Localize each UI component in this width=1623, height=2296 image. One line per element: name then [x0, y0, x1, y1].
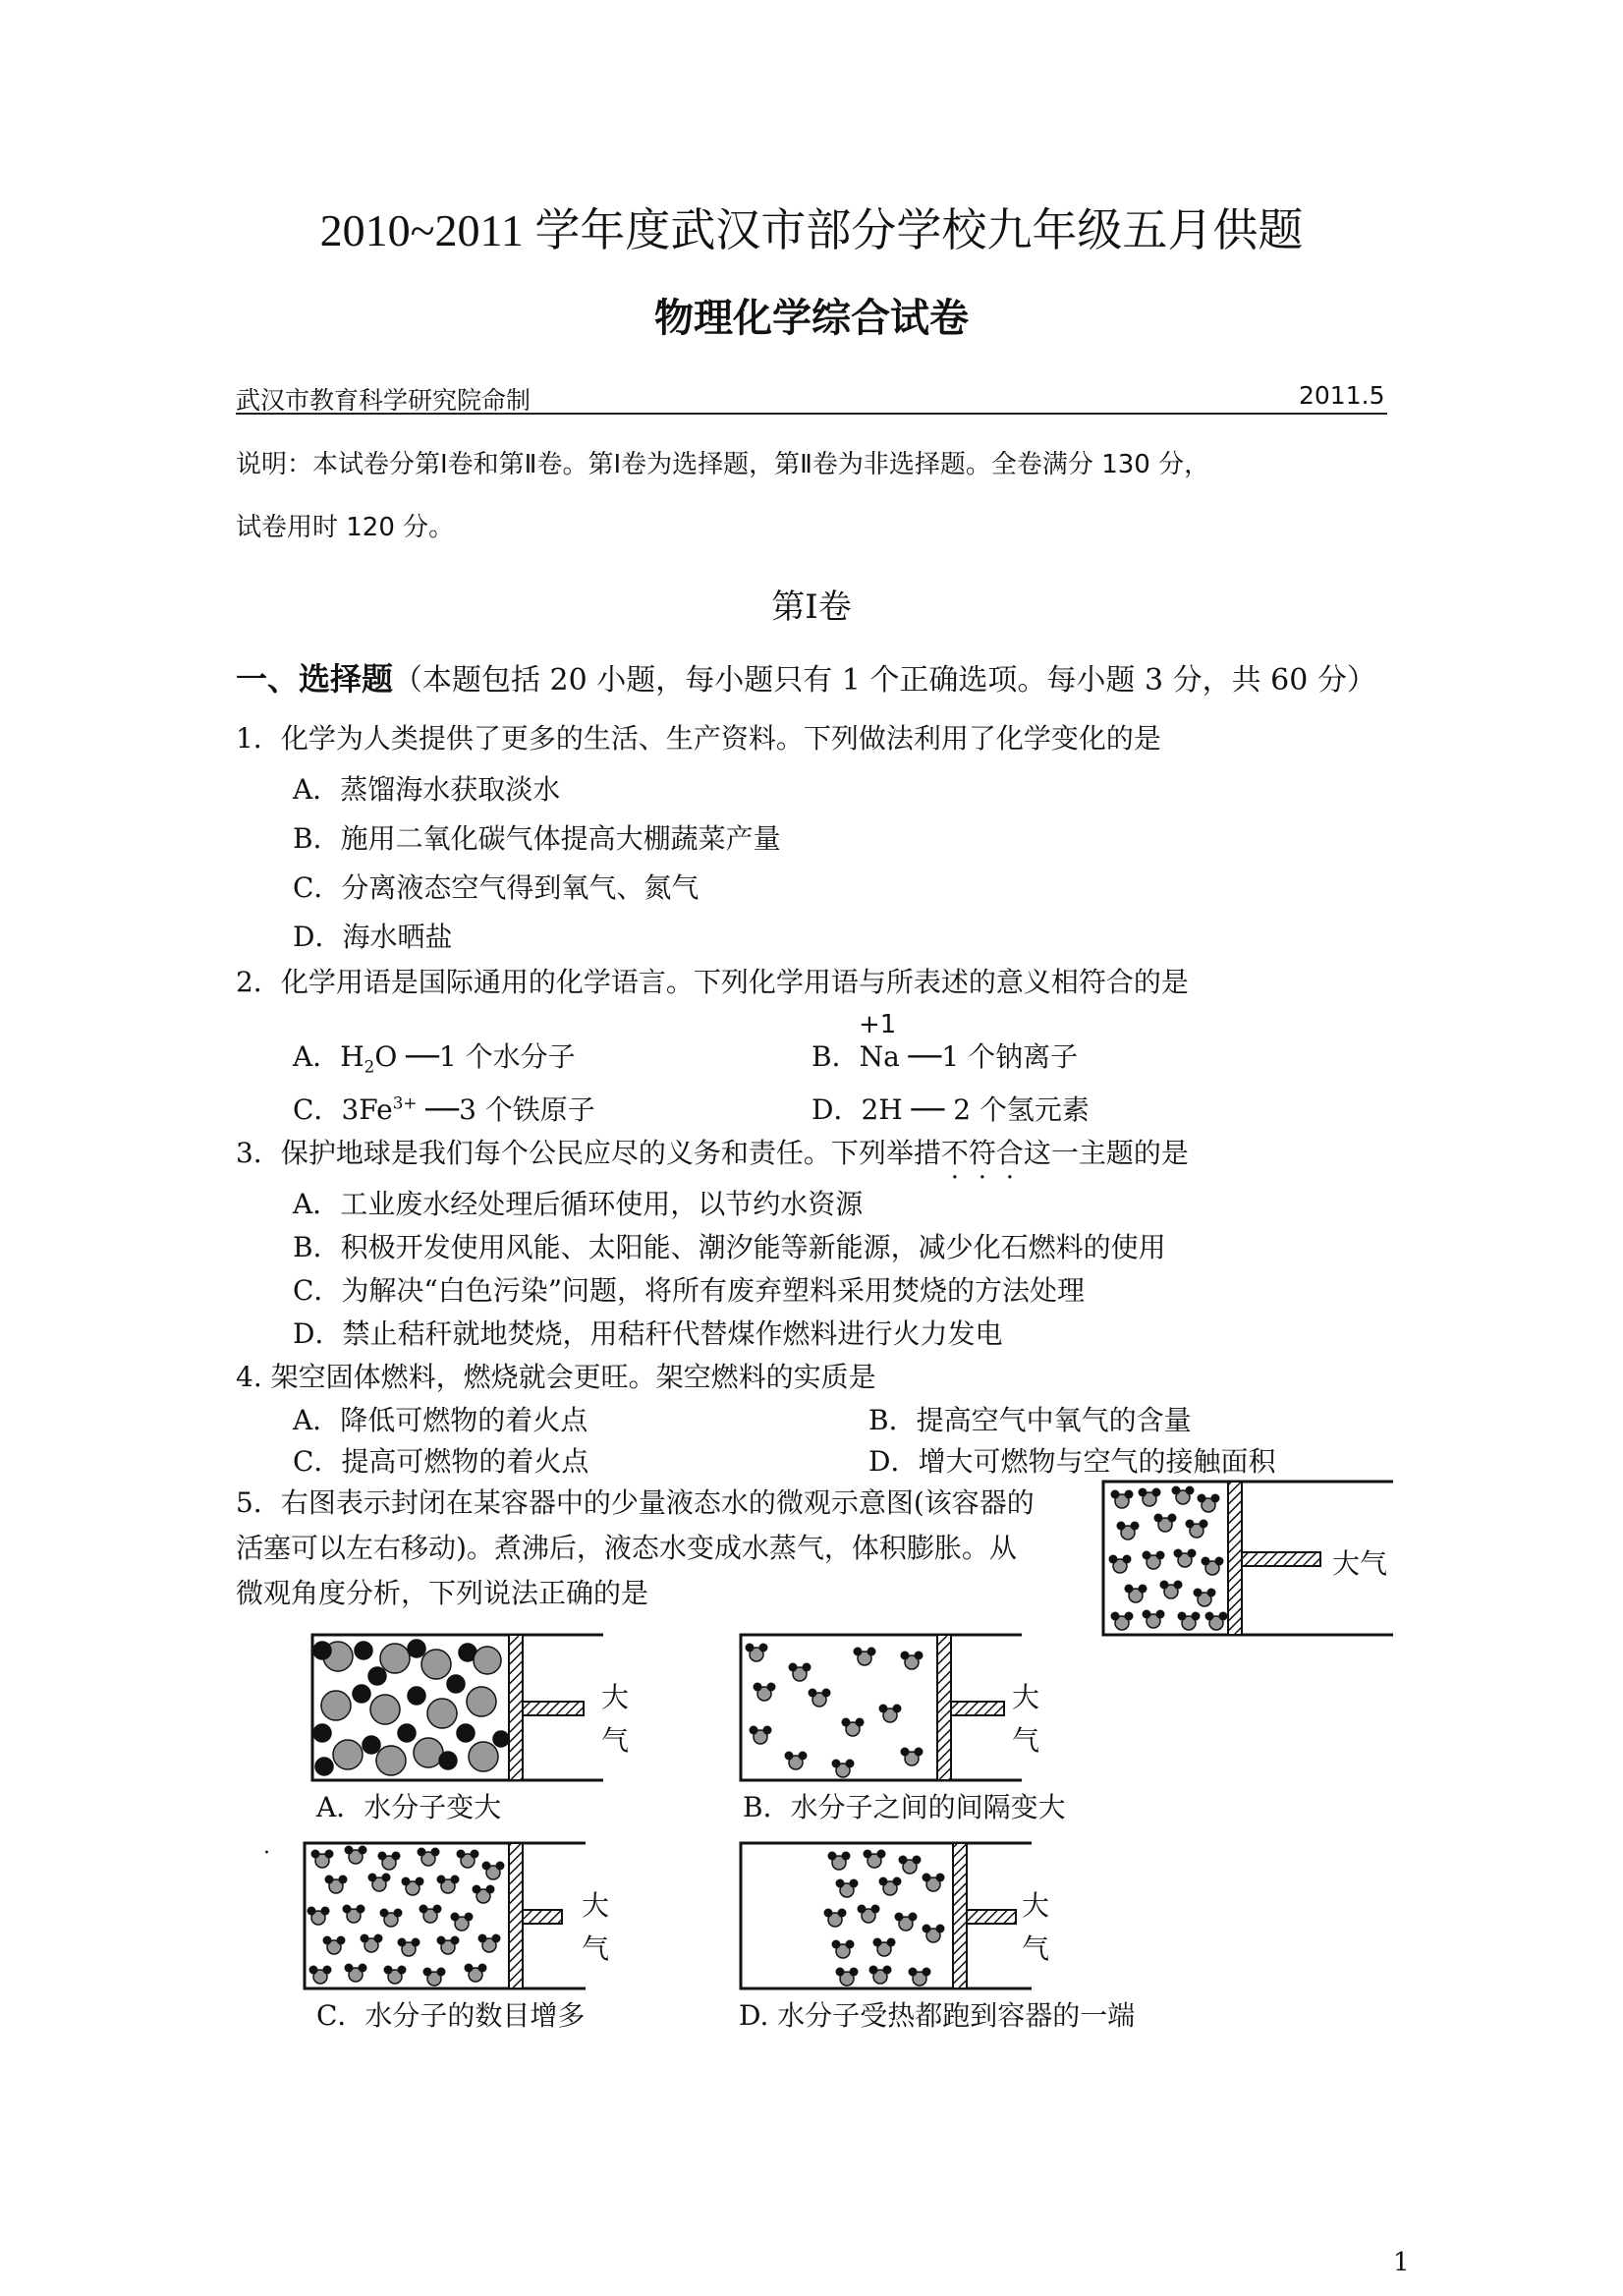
- q4-option-d: D．增大可燃物与空气的接触面积: [868, 1445, 1276, 1478]
- caption-d: D. 水分子受热都跑到容器的一端: [739, 1999, 1136, 2032]
- q1-option-c: C．分离液态空气得到氧气、氮气: [293, 871, 700, 904]
- atm-label-main: 大气: [1332, 1547, 1388, 1580]
- q2-option-d: D．2H ── 2 个氢元素: [812, 1093, 1090, 1126]
- exam-title: 2010~2011 学年度武汉市部分学校九年级五月供题: [319, 205, 1304, 255]
- q3-stem: 3．保护地球是我们每个公民应尽的义务和责任。下列举措不符合这一主题的是: [236, 1132, 1189, 1171]
- q4-option-c: C．提高可燃物的着火点: [293, 1445, 589, 1478]
- atm-label-b: 大 气: [1012, 1681, 1040, 1757]
- caption-a: A．水分子变大: [316, 1791, 502, 1823]
- q1-option-a: A．蒸馏海水获取淡水: [293, 773, 561, 806]
- diagram-d: [737, 1839, 1032, 1994]
- q4-option-a: A．降低可燃物的着火点: [293, 1404, 588, 1436]
- q1-option-d: D．海水晒盐: [293, 921, 453, 953]
- exam-subtitle: 物理化学综合试卷: [654, 296, 969, 341]
- emphasis-char: 合: [995, 1137, 1024, 1169]
- q1-option-b: B．施用二氧化碳气体提高大棚蔬菜产量: [293, 822, 781, 855]
- atm-label-a: 大 气: [601, 1681, 630, 1757]
- caption-c: C．水分子的数目增多: [316, 1999, 586, 2032]
- atm-label-c: 大 气: [582, 1889, 610, 1965]
- emphasis-char: 不: [940, 1137, 969, 1169]
- emphasis-char: 符: [968, 1137, 996, 1169]
- q3-option-d: D．禁止秸秆就地焚烧，用秸秆代替煤作燃料进行火力发电: [293, 1317, 1003, 1350]
- q2-stem: 2．化学用语是国际通用的化学语言。下列化学用语与所表述的意义相符合的是: [236, 966, 1189, 998]
- q3-option-a: A．工业废水经处理后循环使用，以节约水资源: [293, 1188, 864, 1220]
- q1-stem: 1．化学为人类提供了更多的生活、生产资料。下列做法利用了化学变化的是: [236, 722, 1161, 755]
- atm-label-d: 大 气: [1022, 1889, 1050, 1965]
- q3-option-c: C．为解决“白色污染”问题，将所有废弃塑料采用焚烧的方法处理: [293, 1274, 1086, 1307]
- diagram-c: [301, 1839, 586, 1994]
- exam-date: 2011.5: [1299, 381, 1385, 410]
- q2-option-b: B．Na ──1 个钠离子: [812, 1040, 1079, 1073]
- q5-stem-line-1: 5．右图表示封闭在某容器中的少量液态水的微观示意图(该容器的: [236, 1486, 1035, 1519]
- caption-b: B．水分子之间的间隔变大: [743, 1791, 1066, 1823]
- q5-stem-line-2: 活塞可以左右移动)。煮沸后，液态水变成水蒸气，体积膨胀。从: [236, 1532, 1017, 1564]
- page-number: 1: [1393, 2248, 1410, 2277]
- q4-stem: 4. 架空固体燃料，燃烧就会更旺。架空燃料的实质是: [236, 1361, 876, 1393]
- diagram-b: [737, 1631, 1022, 1786]
- section-desc: （本题包括 20 小题，每小题只有 1 个正确选项。每小题 3 分，共 60 分）: [393, 663, 1376, 698]
- section-label: 一、选择题: [236, 660, 394, 698]
- q4-option-b: B．提高空气中氧气的含量: [868, 1404, 1192, 1436]
- section-heading: [236, 654, 1376, 700]
- instructions-line-1: 说明：本试卷分第Ⅰ卷和第Ⅱ卷。第Ⅰ卷为选择题，第Ⅱ卷为非选择题。全卷满分 130 分，: [236, 450, 1210, 479]
- q2-option-a: A．$H_2O$ ──1 个水分子: [293, 1040, 576, 1077]
- diagram-a: [308, 1631, 603, 1786]
- q5-stem-line-3: 微观角度分析，下列说法正确的是: [236, 1577, 649, 1609]
- q3-option-b: B．积极开发使用风能、太阳能、潮汐能等新能源，减少化石燃料的使用: [293, 1231, 1166, 1263]
- header-rule: [236, 413, 1387, 415]
- publisher: 武汉市教育科学研究院命制: [236, 386, 532, 415]
- q2-b-valence: +1: [859, 1010, 897, 1039]
- stray-dot: ·: [263, 1841, 270, 1866]
- volume-title: 第Ⅰ卷: [771, 588, 852, 627]
- instructions-line-2: 试卷用时 120 分。: [236, 513, 455, 542]
- q2-option-c: C．$3Fe^{3+}$ ──3 个铁原子: [293, 1092, 595, 1126]
